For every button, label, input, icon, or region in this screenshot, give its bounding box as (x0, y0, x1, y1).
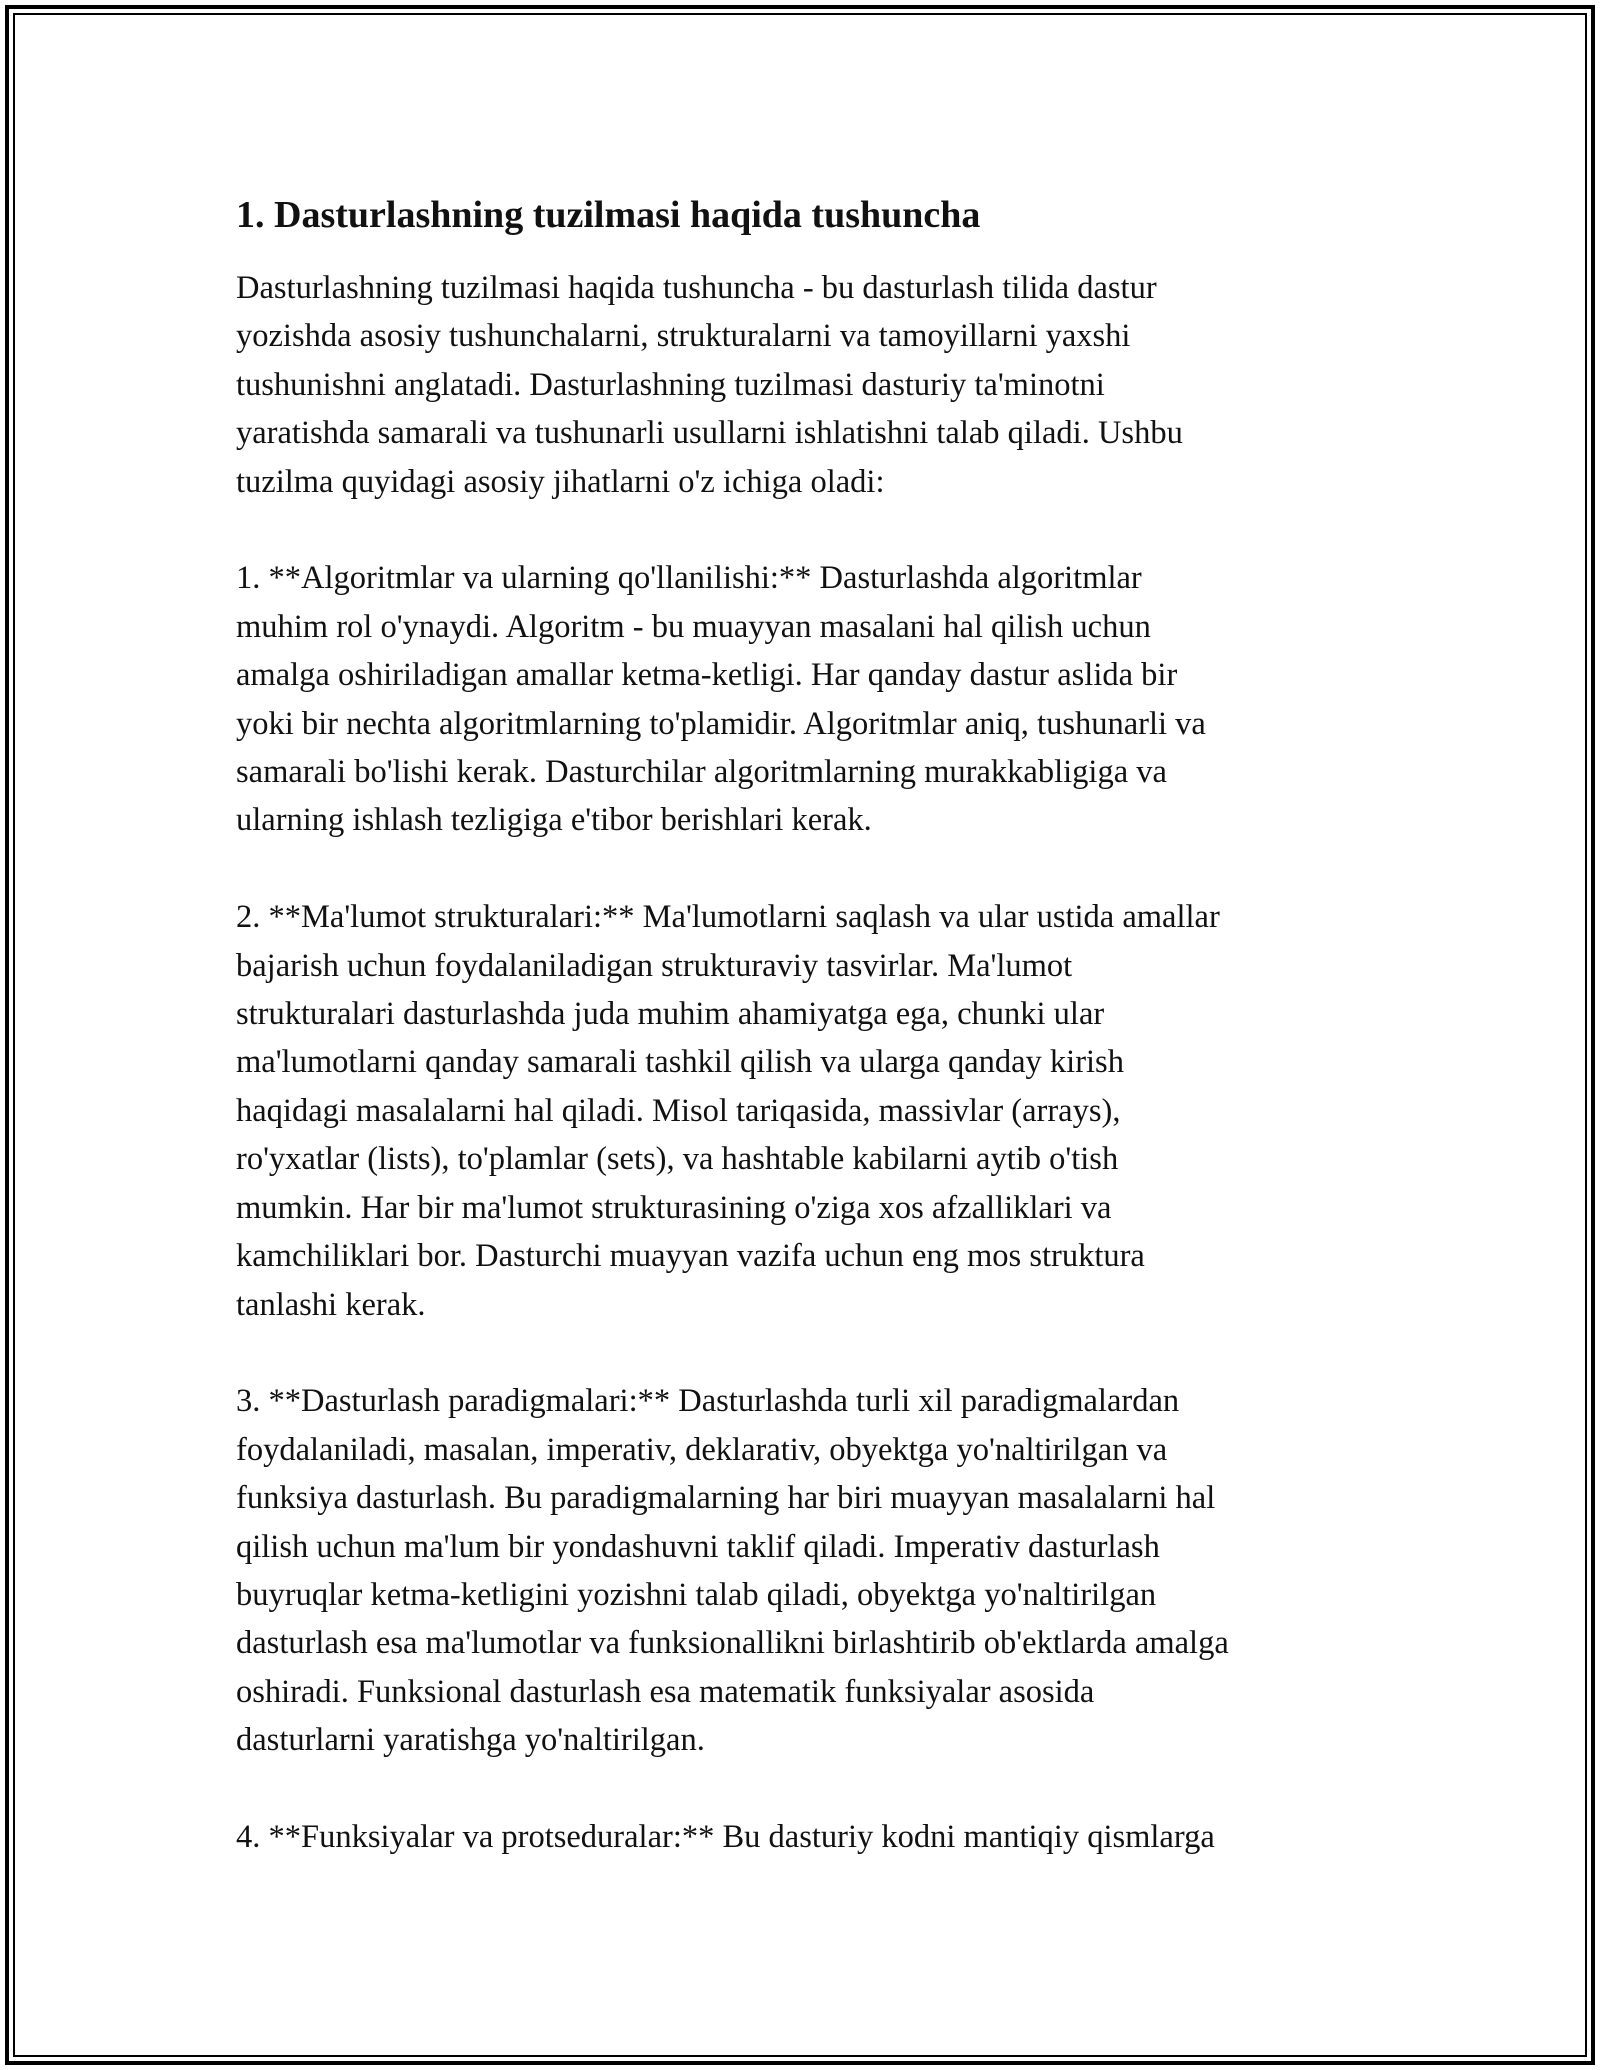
text-line: oshiradi. Funksional dasturlash esa matematik funksiyalar asosida (236, 1673, 1095, 1710)
text-line: muhim rol o'ynaydi. Algoritm - bu muayyan masalani hal qilish uchun (236, 608, 1151, 645)
text-line: tanlashi kerak. (236, 1286, 426, 1323)
text-line: Dasturlashning tuzilmasi haqida tushuncha - bu dasturlash tilida dastur (236, 270, 1157, 306)
text-line: ro'yxatlar (lists), to'plamlar (sets), va hashtable kabilarni aytib o'tish (236, 1141, 1119, 1178)
text-line: amalga oshiriladigan amallar ketma-ketligi. Har qanday dastur aslida bir (236, 657, 1178, 694)
text-line: yoki bir nechta algoritmlarning to'plamidir. Algoritmlar aniq, tushunarli va (236, 705, 1206, 742)
text-line: funksiya dasturlash. Bu paradigmalarning har biri muayyan masalalarni hal (236, 1480, 1216, 1517)
text-line: strukturalari dasturlashda juda muhim ahamiyatga ega, chunki ular (236, 996, 1105, 1033)
document-title: 1. Dasturlashning tuzilmasi haqida tushuncha (236, 194, 981, 236)
text-line: mumkin. Har bir ma'lumot strukturasining o'ziga xos afzalliklari va (236, 1189, 1112, 1226)
paragraph-data-structures (236, 893, 1376, 1329)
text-line: qilish uchun ma'lum bir yondashuvni taklif qiladi. Imperativ dasturlash (236, 1528, 1160, 1565)
text-line: dasturlash esa ma'lumotlar va funksionallikni birlashtirib ob'ektlarda amalga (236, 1625, 1229, 1662)
text-line: bajarish uchun foydalaniladigan strukturaviy tasvirlar. Ma'lumot (236, 947, 1073, 984)
text-line: haqidagi masalalarni hal qiladi. Misol tariqasida, massivlar (arrays), (236, 1092, 1121, 1129)
text-line: ma'lumotlarni qanday samarali tashkil qilish va ularga qanday kirish (236, 1044, 1124, 1081)
text-line: buyruqlar ketma-ketligini yozishni talab qiladi, obyektga yo'naltirilgan (236, 1576, 1157, 1613)
text-line: tuzilma quyidagi asosiy jihatlarni o'z ichiga oladi: (236, 463, 885, 500)
text-line: kamchiliklari bor. Dasturchi muayyan vazifa uchun eng mos struktura (236, 1238, 1145, 1275)
paragraph-functions (236, 1813, 1376, 1861)
document-body (236, 186, 1376, 1861)
text-line: foydalaniladi, masalan, imperativ, deklarativ, obyektga yo'naltirilgan va (236, 1431, 1168, 1468)
paragraph-intro (236, 264, 1376, 506)
text-line: 1. **Algoritmlar va ularning qo'llanilishi:** Dasturlashda algoritmlar (236, 560, 1142, 597)
text-line: yozishda asosiy tushunchalarni, strukturalarni va tamoyillarni yaxshi (236, 318, 1131, 355)
text-line: 2. **Ma'lumot strukturalari:** Ma'lumotlarni saqlash va ular ustida amallar (236, 899, 1220, 936)
paragraph-paradigms (236, 1377, 1376, 1764)
text-line: ularning ishlash tezligiga e'tibor berishlari kerak. (236, 802, 872, 839)
text-line: yaratishda samarali va tushunarli usullarni ishlatishni talab qiladi. Ushbu (236, 415, 1183, 452)
text-line: tushunishni anglatadi. Dasturlashning tuzilmasi dasturiy ta'minotni (236, 366, 1105, 403)
text-line: 3. **Dasturlash paradigmalari:** Dasturlashda turli xil paradigmalardan (236, 1383, 1180, 1420)
text-line: 4. **Funksiyalar va protseduralar:** Bu dasturiy kodni mantiqiy qismlarga (236, 1818, 1215, 1855)
text-line: samarali bo'lishi kerak. Dasturchilar algoritmlarning murakkabligiga va (236, 754, 1167, 791)
text-line: dasturlarni yaratishga yo'naltirilgan. (236, 1722, 705, 1759)
paragraph-algorithms (236, 554, 1376, 844)
